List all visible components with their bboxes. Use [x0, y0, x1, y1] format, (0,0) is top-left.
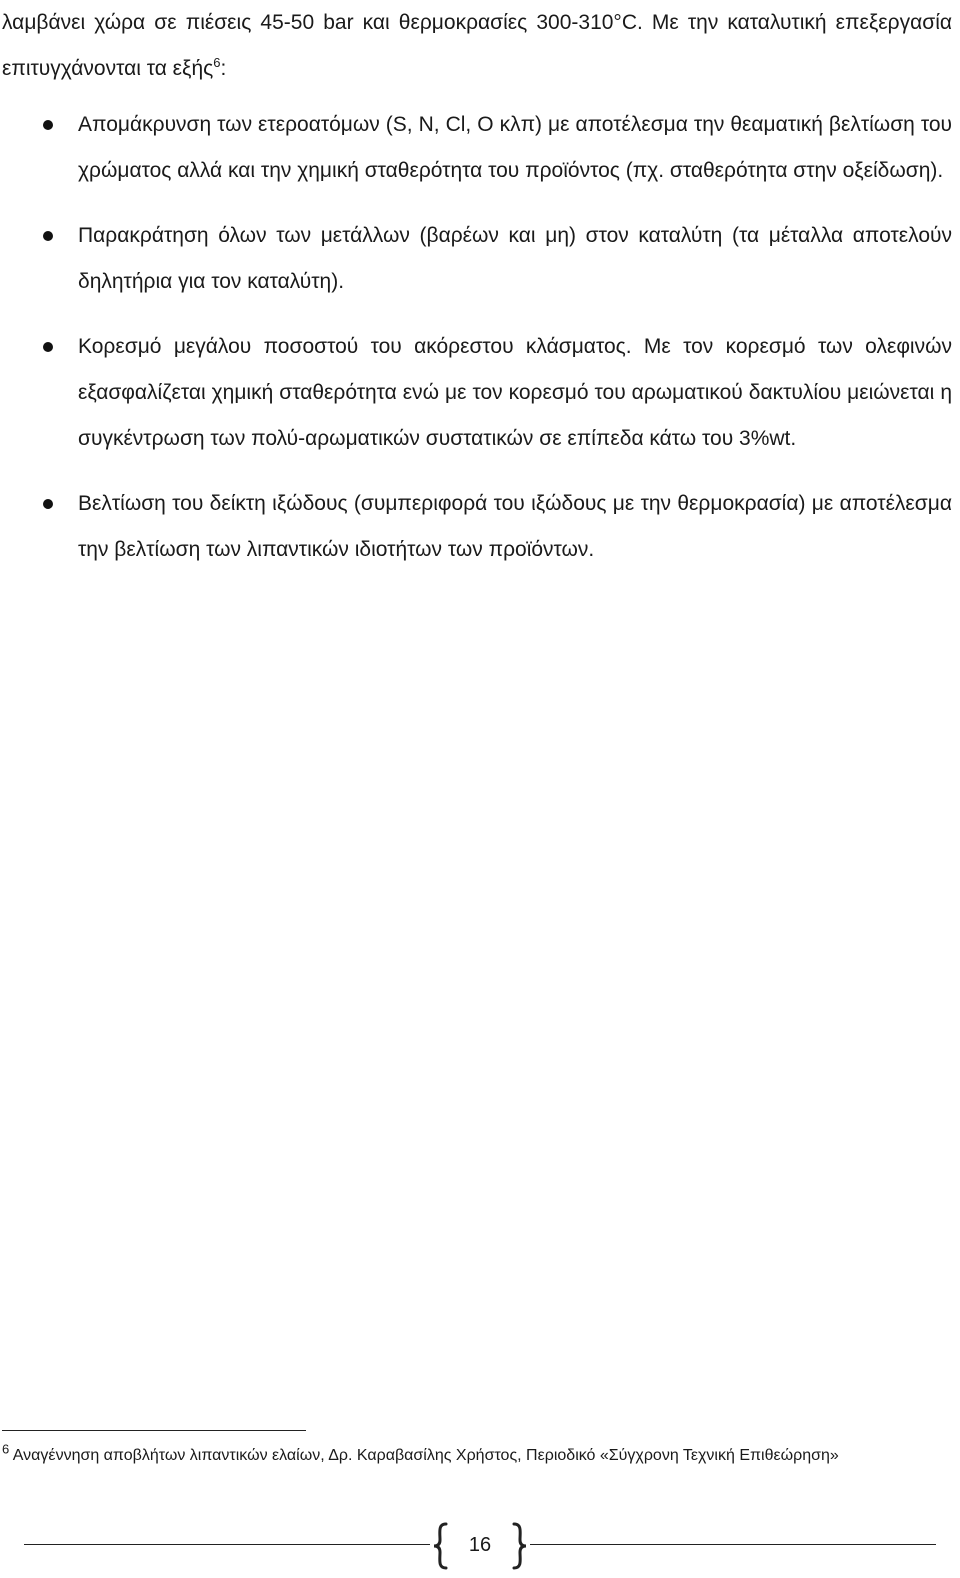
bullet-icon: [43, 342, 53, 352]
list-item: [0, 481, 952, 573]
footnote-text: Αναγέννηση αποβλήτων λιπαντικών ελαίων, Δρ. Καραβασίλης Χρήστος, Περιοδικό «Σύγχρονη Τεχνική Επιθεώρηση»: [12, 1447, 839, 1464]
bullet-icon: [43, 120, 53, 130]
footer-rule-right: [530, 1544, 936, 1545]
bullet-icon: [43, 499, 53, 509]
footnote-reference: 6: [213, 55, 221, 70]
intro-paragraph: [2, 0, 952, 92]
right-brace-icon: [512, 1522, 528, 1570]
bullet-icon: [43, 231, 53, 241]
page-number-box: [432, 1522, 528, 1570]
list-item: [0, 102, 952, 194]
page-number: 16: [468, 1534, 492, 1556]
list-item: [0, 213, 952, 305]
list-item-text: Απομάκρυνση των ετεροατόμων (S, N, Cl, O κλπ) με αποτέλεσμα την θεαματική βελτίωση του χρώματος αλλά και την χημική σταθερότητα του προϊόντος (πχ. σταθερότητα στην οξείδωση).: [78, 113, 952, 182]
footnote-separator: [2, 1430, 306, 1431]
intro-colon: :: [220, 57, 227, 80]
list-item-text: Παρακράτηση όλων των μετάλλων (βαρέων και μη) στον καταλύτη (τα μέταλλα αποτελούν δηλητήρια για τον καταλύτη).: [78, 224, 952, 293]
list-item-text: Κορεσμό μεγάλου ποσοστού του ακόρεστου κλάσματος. Με τον κορεσμό των ολεφινών εξασφαλίζεται χημική σταθερότητα ενώ με τον κορεσμό του αρωματικού δακτυλίου μειώνεται η συγκέντρωση των πολύ-αρωματικών συστατικών σε επίπεδα κάτω του 3%wt.: [78, 335, 952, 450]
intro-text: λαμβάνει χώρα σε πιέσεις 45-50 bar και θερμοκρασίες 300-310°C. Με την καταλυτική επεξεργασία επιτυγχάνονται τα εξής: [2, 11, 952, 80]
bullet-list: [0, 102, 952, 573]
list-item: [0, 324, 952, 462]
footer-rule-left: [24, 1544, 430, 1545]
footnote: [2, 1441, 952, 1468]
footnote-marker: 6: [2, 1441, 10, 1457]
list-item-text: Βελτίωση του δείκτη ιξώδους (συμπεριφορά του ιξώδους με την θερμοκρασία) με αποτέλεσμα την βελτίωση των λιπαντικών ιδιοτήτων των προϊόντων.: [78, 492, 952, 561]
